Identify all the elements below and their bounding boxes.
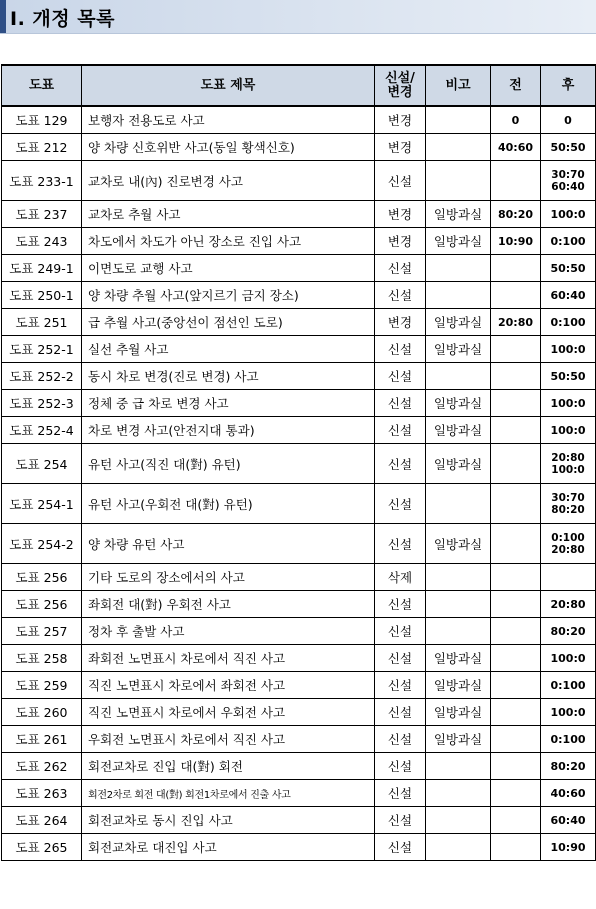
cell-title: 이면도로 교행 사고 bbox=[82, 255, 375, 282]
cell-type: 신설 bbox=[375, 390, 426, 417]
cell-type: 변경 bbox=[375, 228, 426, 255]
table-header-row bbox=[2, 65, 596, 106]
cell-before: 40:60 bbox=[491, 134, 541, 161]
cell-after bbox=[541, 672, 596, 699]
cell-type: 신설 bbox=[375, 672, 426, 699]
table-row bbox=[2, 309, 596, 336]
cell-title: 회전교차로 동시 진입 사고 bbox=[82, 807, 375, 834]
cell-note bbox=[426, 484, 491, 524]
cell-title: 유턴 사고(우회전 대(對) 유턴) bbox=[82, 484, 375, 524]
cell-after-value: 80:20 bbox=[550, 759, 586, 773]
cell-after-value: 50:50 bbox=[550, 261, 586, 275]
table-row bbox=[2, 228, 596, 255]
cell-note: 일방과실 bbox=[426, 645, 491, 672]
cell-after-value: 80:20 bbox=[550, 624, 586, 638]
cell-before bbox=[491, 363, 541, 390]
header-type-line1: 신설/ bbox=[385, 70, 415, 86]
cell-after bbox=[541, 699, 596, 726]
cell-code: 도표 256 bbox=[2, 591, 82, 618]
cell-after-value: 50:50 bbox=[550, 369, 586, 383]
cell-after-value: 50:50 bbox=[550, 140, 586, 154]
cell-type: 신설 bbox=[375, 444, 426, 484]
cell-note: 일방과실 bbox=[426, 672, 491, 699]
cell-type: 신설 bbox=[375, 161, 426, 201]
cell-after-value: 0:100 bbox=[550, 315, 586, 329]
cell-title: 유턴 사고(직진 대(對) 유턴) bbox=[82, 444, 375, 484]
cell-note bbox=[426, 134, 491, 161]
cell-after-value: 80:20 bbox=[551, 503, 585, 516]
cell-code: 도표 252-4 bbox=[2, 417, 82, 444]
cell-after-value: 60:40 bbox=[550, 288, 586, 302]
cell-title: 양 차량 유턴 사고 bbox=[82, 524, 375, 564]
cell-title: 동시 차로 변경(진로 변경) 사고 bbox=[82, 363, 375, 390]
cell-note bbox=[426, 363, 491, 390]
table-row bbox=[2, 282, 596, 309]
cell-note: 일방과실 bbox=[426, 228, 491, 255]
cell-after-value: 60:40 bbox=[551, 180, 585, 193]
cell-code: 도표 254-1 bbox=[2, 484, 82, 524]
header-type-line2: 변경 bbox=[387, 84, 413, 100]
table-row bbox=[2, 753, 596, 780]
cell-note bbox=[426, 161, 491, 201]
cell-code: 도표 250-1 bbox=[2, 282, 82, 309]
cell-type: 신설 bbox=[375, 726, 426, 753]
cell-code: 도표 249-1 bbox=[2, 255, 82, 282]
cell-title: 회전교차로 진입 대(對) 회전 bbox=[82, 753, 375, 780]
cell-before bbox=[491, 524, 541, 564]
header-after: 후 bbox=[541, 65, 596, 106]
cell-note bbox=[426, 834, 491, 861]
cell-code: 도표 254-2 bbox=[2, 524, 82, 564]
cell-code: 도표 260 bbox=[2, 699, 82, 726]
cell-code: 도표 263 bbox=[2, 780, 82, 807]
cell-before: 80:20 bbox=[491, 201, 541, 228]
cell-type: 신설 bbox=[375, 255, 426, 282]
cell-note bbox=[426, 780, 491, 807]
cell-before bbox=[491, 161, 541, 201]
cell-title: 정차 후 출발 사고 bbox=[82, 618, 375, 645]
cell-type: 신설 bbox=[375, 780, 426, 807]
cell-before bbox=[491, 591, 541, 618]
cell-after-value: 100:0 bbox=[551, 463, 585, 476]
section-header bbox=[0, 0, 596, 34]
cell-after bbox=[541, 834, 596, 861]
cell-after-value: 20:80 bbox=[551, 451, 585, 464]
revision-table bbox=[1, 64, 596, 861]
cell-title: 교차로 추월 사고 bbox=[82, 201, 375, 228]
cell-code: 도표 262 bbox=[2, 753, 82, 780]
cell-title: 보행자 전용도로 사고 bbox=[82, 106, 375, 134]
cell-title: 정체 중 급 차로 변경 사고 bbox=[82, 390, 375, 417]
table-row bbox=[2, 106, 596, 134]
cell-before: 0 bbox=[491, 106, 541, 134]
cell-after-value: 100:0 bbox=[550, 423, 586, 437]
section-title: Ⅰ. 개정 목록 bbox=[10, 8, 115, 30]
header-before: 전 bbox=[491, 65, 541, 106]
cell-note bbox=[426, 753, 491, 780]
table-row bbox=[2, 201, 596, 228]
cell-type: 변경 bbox=[375, 134, 426, 161]
cell-before bbox=[491, 699, 541, 726]
cell-code: 도표 256 bbox=[2, 564, 82, 591]
cell-before bbox=[491, 444, 541, 484]
cell-after-value: 0:100 bbox=[550, 234, 586, 248]
cell-before bbox=[491, 336, 541, 363]
cell-after bbox=[541, 336, 596, 363]
cell-after-value: 0:100 bbox=[550, 732, 586, 746]
cell-type: 신설 bbox=[375, 699, 426, 726]
cell-code: 도표 258 bbox=[2, 645, 82, 672]
table-row bbox=[2, 564, 596, 591]
cell-title: 회전2차로 회전 대(對) 회전1차로에서 진출 사고 bbox=[82, 780, 375, 807]
cell-title: 우회전 노면표시 차로에서 직진 사고 bbox=[82, 726, 375, 753]
cell-note: 일방과실 bbox=[426, 524, 491, 564]
cell-code: 도표 254 bbox=[2, 444, 82, 484]
cell-title: 교차로 내(內) 진로변경 사고 bbox=[82, 161, 375, 201]
table-row bbox=[2, 484, 596, 524]
cell-title: 차로 변경 사고(안전지대 통과) bbox=[82, 417, 375, 444]
cell-note: 일방과실 bbox=[426, 444, 491, 484]
table-row bbox=[2, 363, 596, 390]
table-row bbox=[2, 834, 596, 861]
cell-after-value: 0:100 bbox=[550, 678, 586, 692]
cell-type: 신설 bbox=[375, 807, 426, 834]
table-row bbox=[2, 618, 596, 645]
section-accent-bar bbox=[0, 0, 6, 33]
cell-title: 양 차량 추월 사고(앞지르기 금지 장소) bbox=[82, 282, 375, 309]
table-row bbox=[2, 444, 596, 484]
cell-title: 회전교차로 대진입 사고 bbox=[82, 834, 375, 861]
cell-before bbox=[491, 282, 541, 309]
table-row bbox=[2, 726, 596, 753]
cell-before bbox=[491, 255, 541, 282]
cell-code: 도표 129 bbox=[2, 106, 82, 134]
cell-after bbox=[541, 726, 596, 753]
cell-type: 신설 bbox=[375, 363, 426, 390]
cell-before bbox=[491, 807, 541, 834]
cell-after-value: 0:100 bbox=[551, 531, 585, 544]
cell-type: 신설 bbox=[375, 618, 426, 645]
cell-code: 도표 252-2 bbox=[2, 363, 82, 390]
cell-after-value: 100:0 bbox=[550, 342, 586, 356]
cell-title: 좌회전 노면표시 차로에서 직진 사고 bbox=[82, 645, 375, 672]
header-title: 도표 제목 bbox=[82, 65, 375, 106]
cell-note: 일방과실 bbox=[426, 417, 491, 444]
cell-title: 직진 노면표시 차로에서 우회전 사고 bbox=[82, 699, 375, 726]
cell-title: 양 차량 신호위반 사고(동일 황색신호) bbox=[82, 134, 375, 161]
cell-type: 신설 bbox=[375, 484, 426, 524]
table-row bbox=[2, 672, 596, 699]
cell-after bbox=[541, 106, 596, 134]
cell-after bbox=[541, 363, 596, 390]
cell-before bbox=[491, 564, 541, 591]
cell-note: 일방과실 bbox=[426, 726, 491, 753]
cell-code: 도표 259 bbox=[2, 672, 82, 699]
cell-after bbox=[541, 309, 596, 336]
cell-code: 도표 233-1 bbox=[2, 161, 82, 201]
cell-type: 신설 bbox=[375, 336, 426, 363]
cell-type: 신설 bbox=[375, 753, 426, 780]
cell-code: 도표 264 bbox=[2, 807, 82, 834]
header-code: 도표 bbox=[2, 65, 82, 106]
cell-type: 신설 bbox=[375, 591, 426, 618]
cell-title: 급 추월 사고(중앙선이 점선인 도로) bbox=[82, 309, 375, 336]
cell-after bbox=[541, 484, 596, 524]
table-row bbox=[2, 645, 596, 672]
cell-code: 도표 212 bbox=[2, 134, 82, 161]
cell-after bbox=[541, 591, 596, 618]
cell-after bbox=[541, 807, 596, 834]
cell-code: 도표 251 bbox=[2, 309, 82, 336]
cell-note bbox=[426, 282, 491, 309]
cell-note bbox=[426, 564, 491, 591]
cell-note bbox=[426, 807, 491, 834]
table-row bbox=[2, 807, 596, 834]
table-row bbox=[2, 390, 596, 417]
cell-before: 20:80 bbox=[491, 309, 541, 336]
cell-code: 도표 252-1 bbox=[2, 336, 82, 363]
cell-code: 도표 265 bbox=[2, 834, 82, 861]
cell-type: 신설 bbox=[375, 524, 426, 564]
cell-after-value: 30:70 bbox=[551, 491, 585, 504]
cell-before bbox=[491, 645, 541, 672]
cell-note: 일방과실 bbox=[426, 699, 491, 726]
cell-after bbox=[541, 564, 596, 591]
cell-after bbox=[541, 780, 596, 807]
cell-after bbox=[541, 390, 596, 417]
table-row bbox=[2, 417, 596, 444]
cell-before bbox=[491, 417, 541, 444]
cell-type: 변경 bbox=[375, 106, 426, 134]
cell-note: 일방과실 bbox=[426, 309, 491, 336]
cell-note bbox=[426, 618, 491, 645]
cell-title: 좌회전 대(對) 우회전 사고 bbox=[82, 591, 375, 618]
cell-after bbox=[541, 228, 596, 255]
cell-type: 신설 bbox=[375, 417, 426, 444]
cell-before bbox=[491, 672, 541, 699]
cell-before bbox=[491, 834, 541, 861]
cell-after-value: 0 bbox=[564, 113, 572, 127]
cell-title: 실선 추월 사고 bbox=[82, 336, 375, 363]
cell-code: 도표 261 bbox=[2, 726, 82, 753]
cell-before bbox=[491, 618, 541, 645]
header-note: 비고 bbox=[426, 65, 491, 106]
cell-type: 삭제 bbox=[375, 564, 426, 591]
cell-after-value: 40:60 bbox=[550, 786, 586, 800]
cell-title: 직진 노면표시 차로에서 좌회전 사고 bbox=[82, 672, 375, 699]
cell-after-value: 30:70 bbox=[551, 168, 585, 181]
cell-type: 신설 bbox=[375, 282, 426, 309]
cell-after bbox=[541, 282, 596, 309]
cell-code: 도표 252-3 bbox=[2, 390, 82, 417]
cell-before: 10:90 bbox=[491, 228, 541, 255]
cell-after-value: 20:80 bbox=[551, 543, 585, 556]
cell-note bbox=[426, 106, 491, 134]
cell-after bbox=[541, 201, 596, 228]
table-row bbox=[2, 255, 596, 282]
cell-before bbox=[491, 484, 541, 524]
cell-after bbox=[541, 134, 596, 161]
cell-after bbox=[541, 618, 596, 645]
cell-type: 신설 bbox=[375, 645, 426, 672]
table-row bbox=[2, 134, 596, 161]
cell-after bbox=[541, 255, 596, 282]
cell-after-value: 20:80 bbox=[550, 597, 586, 611]
cell-after-value: 100:0 bbox=[550, 396, 586, 410]
table-row bbox=[2, 591, 596, 618]
cell-note: 일방과실 bbox=[426, 390, 491, 417]
cell-note: 일방과실 bbox=[426, 201, 491, 228]
cell-after-value: 100:0 bbox=[550, 651, 586, 665]
cell-note bbox=[426, 591, 491, 618]
cell-after bbox=[541, 417, 596, 444]
table-row bbox=[2, 161, 596, 201]
cell-after bbox=[541, 524, 596, 564]
cell-note bbox=[426, 255, 491, 282]
cell-title: 기타 도로의 장소에서의 사고 bbox=[82, 564, 375, 591]
cell-after-value: 100:0 bbox=[550, 705, 586, 719]
cell-code: 도표 243 bbox=[2, 228, 82, 255]
cell-before bbox=[491, 753, 541, 780]
cell-after-value: 100:0 bbox=[550, 207, 586, 221]
table-body bbox=[2, 106, 596, 861]
cell-after bbox=[541, 645, 596, 672]
cell-code: 도표 237 bbox=[2, 201, 82, 228]
cell-type: 변경 bbox=[375, 309, 426, 336]
cell-after bbox=[541, 444, 596, 484]
cell-before bbox=[491, 390, 541, 417]
cell-after bbox=[541, 161, 596, 201]
cell-code: 도표 257 bbox=[2, 618, 82, 645]
header-type bbox=[375, 65, 426, 106]
cell-type: 신설 bbox=[375, 834, 426, 861]
cell-after-value: 60:40 bbox=[550, 813, 586, 827]
table-row bbox=[2, 780, 596, 807]
cell-before bbox=[491, 726, 541, 753]
cell-type: 변경 bbox=[375, 201, 426, 228]
table-row bbox=[2, 699, 596, 726]
cell-after-value: 10:90 bbox=[550, 840, 586, 854]
cell-note: 일방과실 bbox=[426, 336, 491, 363]
cell-title: 차도에서 차도가 아닌 장소로 진입 사고 bbox=[82, 228, 375, 255]
table-row bbox=[2, 336, 596, 363]
cell-after bbox=[541, 753, 596, 780]
table-row bbox=[2, 524, 596, 564]
cell-before bbox=[491, 780, 541, 807]
